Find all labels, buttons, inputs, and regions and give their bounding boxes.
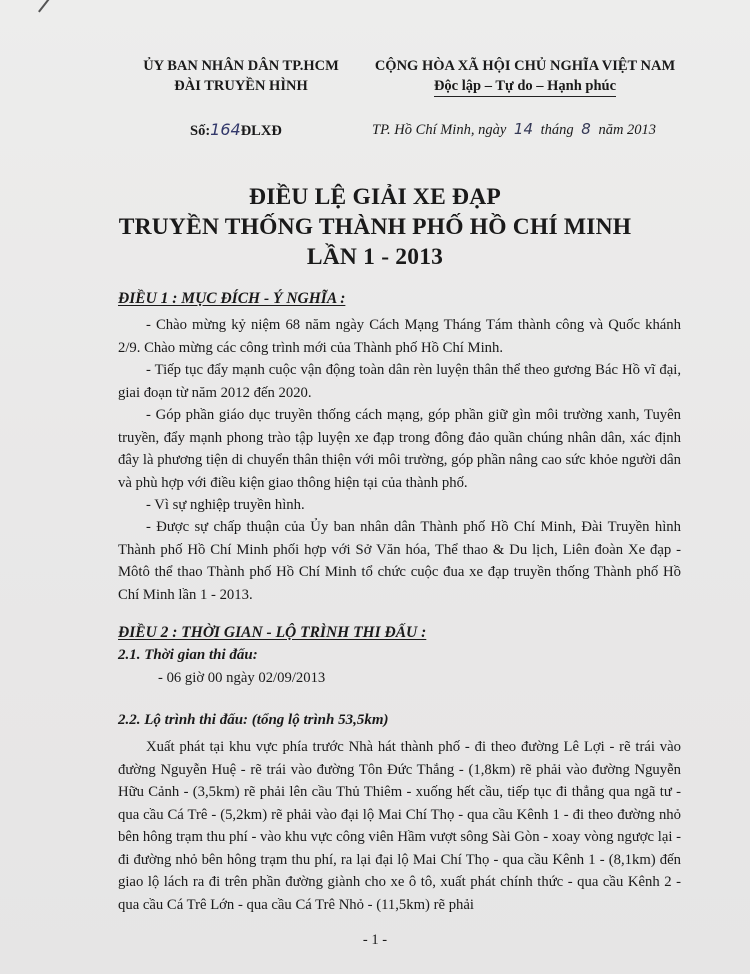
article-1-paragraph-3: - Góp phần giáo dục truyền thống cách mạng, góp phần giữ gìn môi trường xanh, Tuyên truyền, đẩy mạnh phong trào tập luyện xe đạp trong đông đảo quần chúng nhân dân, xác định đây là phương tiện di chuyển thân thiện với môi trường, góp phần nâng cao sức khỏe người dân và phù hợp với điều kiện giao thông hiện tại của thành phố.: [118, 407, 681, 491]
national-motto: Độc lập – Tự do – Hạnh phúc: [434, 77, 616, 97]
document-title: [60, 182, 690, 272]
number-prefix: Số:: [190, 123, 211, 139]
page-number: - 1 -: [362, 932, 388, 948]
title-line-3: LẦN 1 - 2013: [306, 244, 444, 270]
article-2-heading: ĐIỀU 2 : THỜI GIAN - LỘ TRÌNH THI ĐẤU :: [118, 624, 427, 641]
issuer-unit: ĐÀI TRUYỀN HÌNH: [174, 78, 308, 94]
nation-name: CỘNG HÒA XÃ HỘI CHỦ NGHĨA VIỆT NAM: [374, 58, 676, 74]
article-1-heading: ĐIỀU 1 : MỤC ĐÍCH - Ý NGHĨA :: [118, 290, 346, 307]
article-1-paragraph-2: - Tiếp tục đẩy mạnh cuộc vận động toàn dân rèn luyện thân thể theo gương Bác Hồ vĩ đại, giai đoạn từ năm 2012 đến 2020.: [118, 362, 681, 401]
article-1-paragraph-4: - Vì sự nghiệp truyền hình.: [146, 497, 305, 513]
issuer-org: ỦY BAN NHÂN DÂN TP.HCM: [143, 58, 339, 74]
race-route-description: Xuất phát tại khu vực phía trước Nhà hát thành phố - đi theo đường Lê Lợi - rẽ trái vào đường Nguyễn Huệ - rẽ trái vào đường Tôn Đức Thắng - (1,8km) rẽ phải vào đường Nguyễn Hữu Cảnh - (3,5km) rẽ phải lên cầu Thủ Thiêm - xuống hết cầu, tiếp tục đi thẳng qua ngã tư - qua cầu Cá Trê - (5,2km) rẽ phải vào đại lộ Mai Chí Thọ - qua cầu Kênh 1 - đi theo đường nhỏ bên hông trạm thu phí - vào khu vực công viên Hầm vượt sông Sài Gòn - xoay vòng ngược lại - đi đường nhỏ bên hông trạm thu phí, ra lại đại lộ Mai Chí Thọ - qua cầu Kênh 1 - (8,1km) đến giao lộ lách ra đi trên phần đường giành cho xe ô tô, xuất phát chính thức - qua cầu Kênh 2 - qua cầu Cá Trê Lớn - qua cầu Cá Trê Nhỏ - (11,5km) rẽ phải: [118, 739, 681, 913]
title-line-1: ĐIỀU LỆ GIẢI XE ĐẠP: [249, 184, 501, 210]
pen-mark: [38, 0, 52, 12]
handwritten-number: 164: [210, 120, 241, 139]
race-start-time: - 06 giờ 00 ngày 02/09/2013: [158, 670, 326, 686]
section-2-2-heading: 2.2. Lộ trình thi đấu: (tổng lộ trình 53,5km): [118, 712, 389, 728]
number-suffix: ĐLXĐ: [240, 123, 282, 139]
date-year: năm 2013: [598, 122, 657, 138]
issuer-block: [132, 56, 350, 96]
article-1-paragraph-1: - Chào mừng kỷ niệm 68 năm ngày Cách Mạng Tháng Tám thành công và Quốc khánh 2/9. Chào mừng các công trình mới của Thành phố Hồ Chí Minh.: [118, 317, 681, 356]
title-line-2: TRUYỀN THỐNG THÀNH PHỐ HỒ CHÍ MINH: [118, 214, 632, 240]
date-month-label: tháng: [540, 122, 574, 138]
date-prefix: TP. Hồ Chí Minh, ngày: [372, 122, 507, 138]
date-month: 8: [581, 120, 591, 138]
article-1-paragraph-5: - Được sự chấp thuận của Ủy ban nhân dân Thành phố Hồ Chí Minh, Đài Truyền hình Thành phố Hồ Chí Minh phối hợp với Sở Văn hóa, Thể thao & Du lịch, Liên đoàn Xe đạp - Môtô thể thao Thành phố Hồ Chí Minh tổ chức cuộc đua xe đạp truyền thống Thành phố Hồ Chí Minh lần 1 - 2013.: [118, 519, 681, 603]
document-date: [372, 120, 656, 139]
section-2-1-heading: 2.1. Thời gian thi đấu:: [118, 647, 258, 663]
document-number: [190, 120, 282, 140]
date-day: 14: [513, 120, 533, 138]
national-header: [360, 56, 690, 97]
